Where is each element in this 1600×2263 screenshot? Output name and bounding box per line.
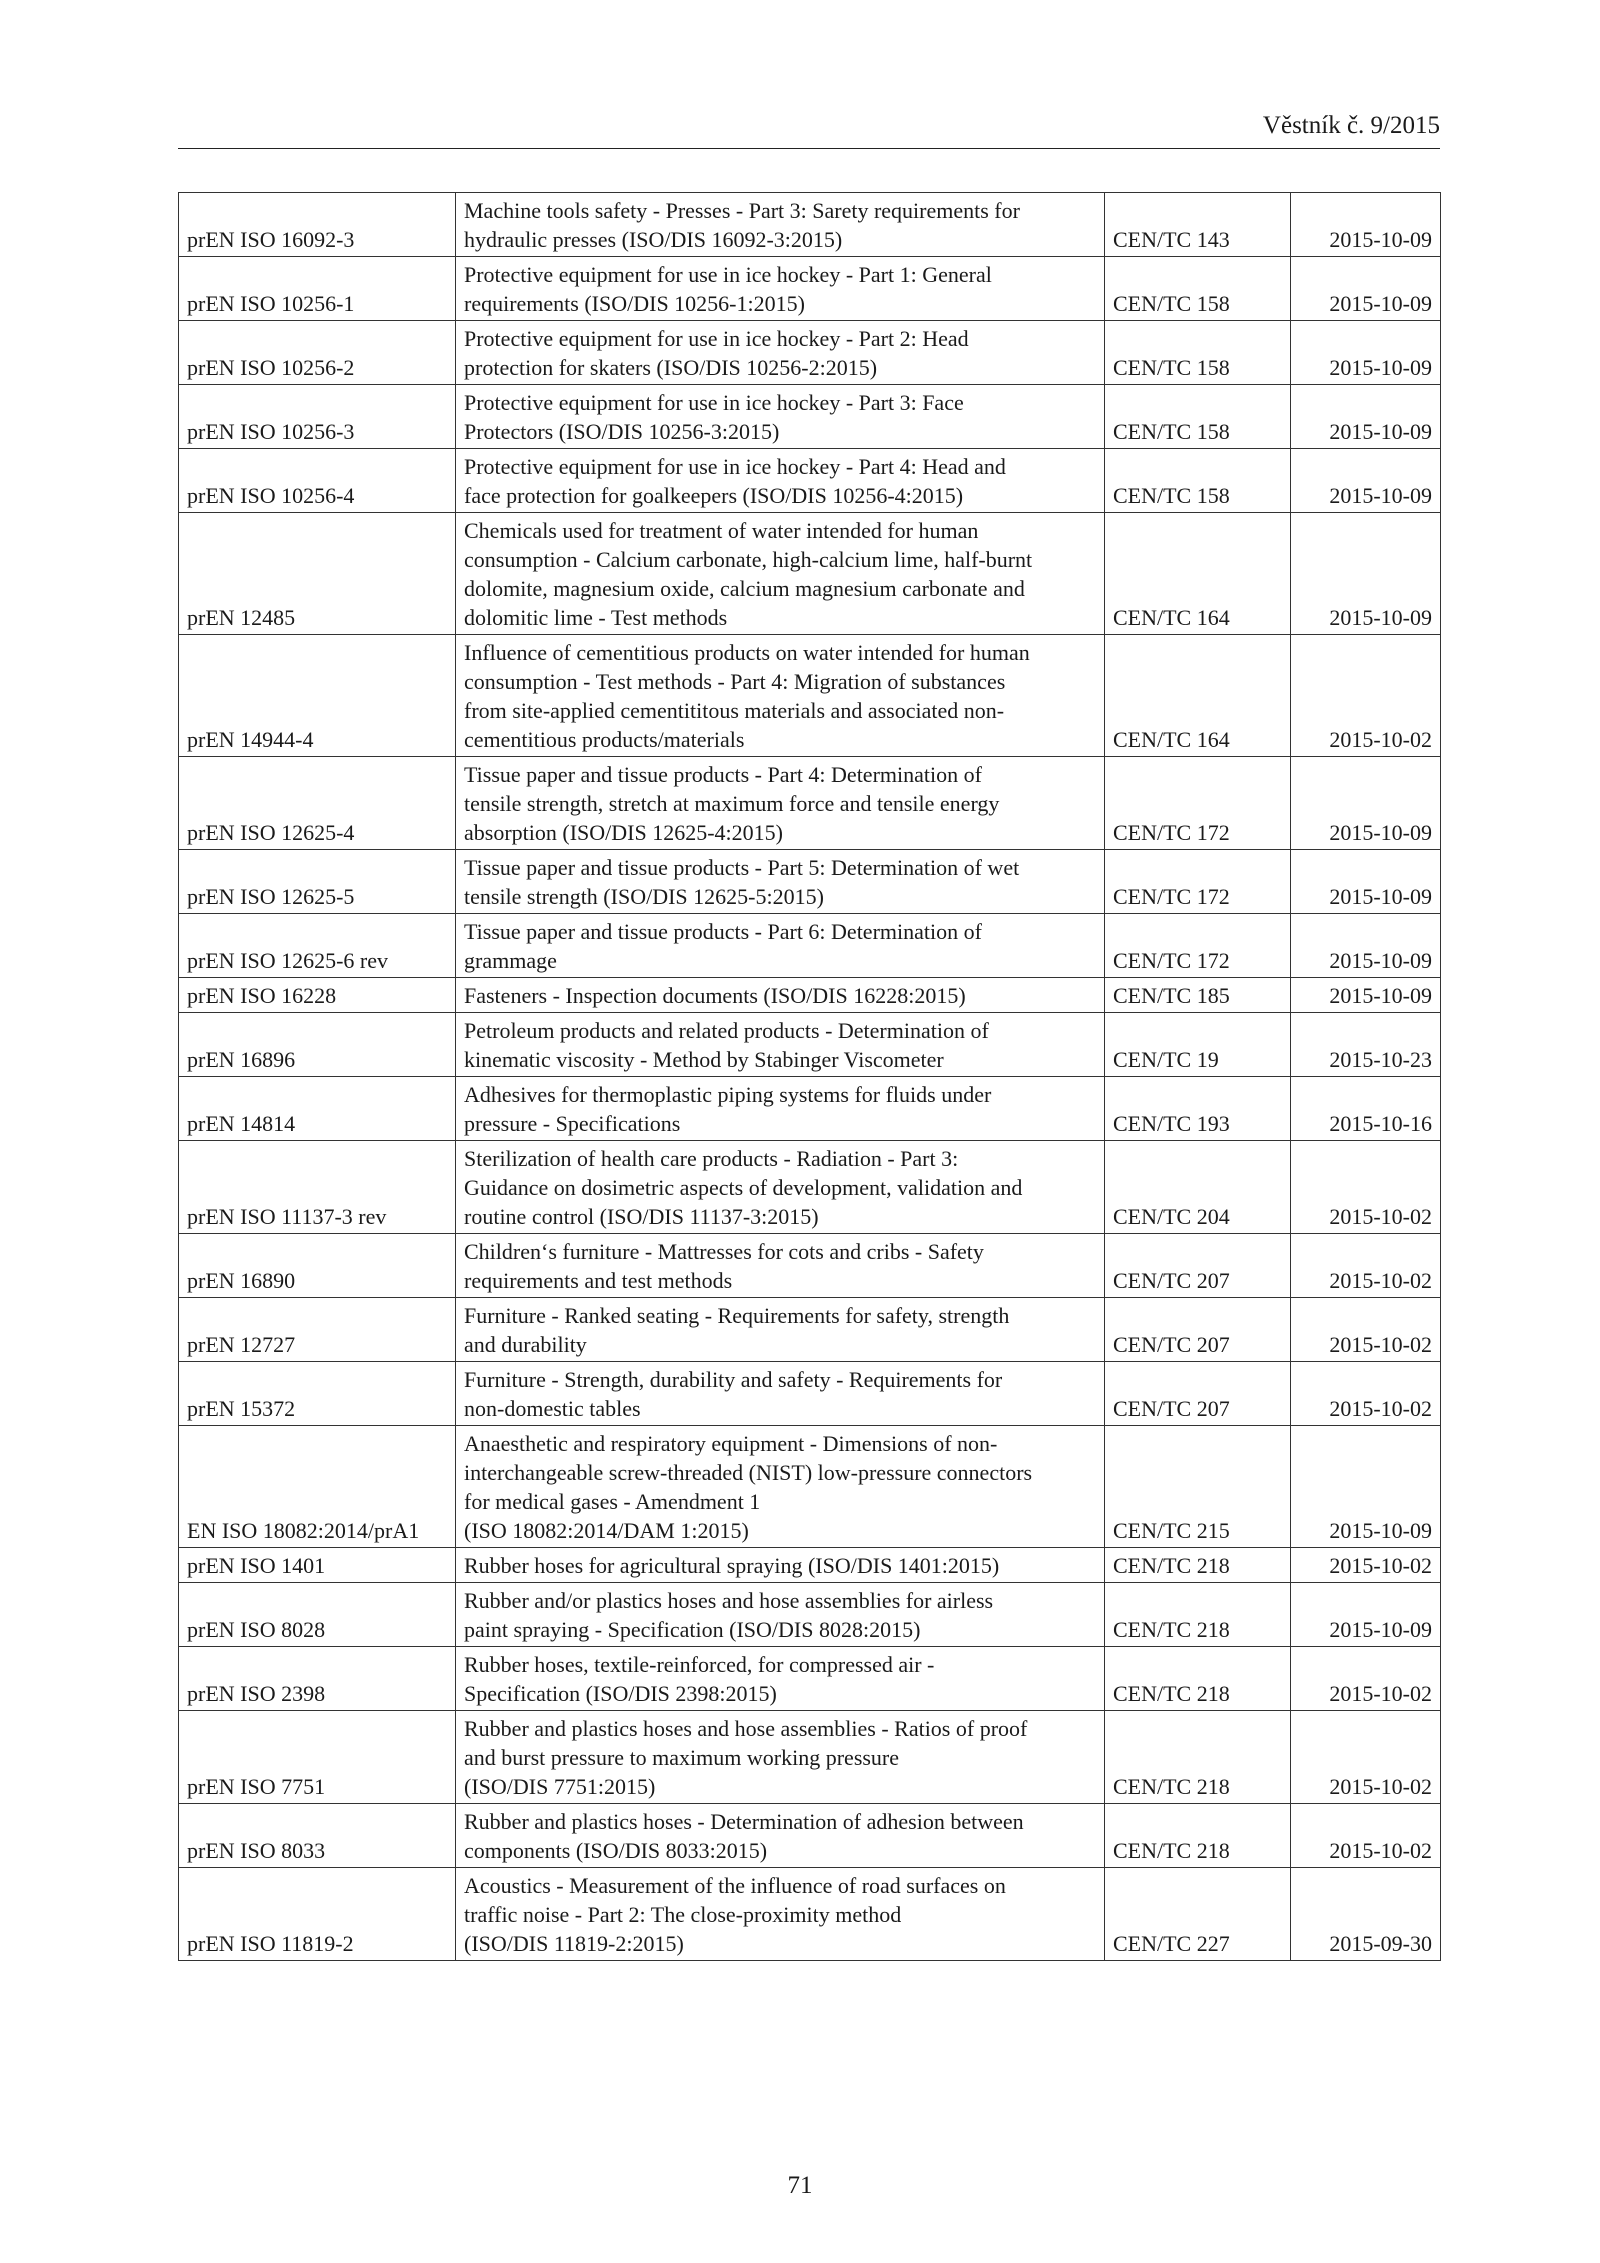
- deadline-date-cell: 2015-10-09: [1291, 321, 1441, 385]
- deadline-date-cell: 2015-10-02: [1291, 1804, 1441, 1868]
- deadline-date-cell: 2015-10-02: [1291, 1298, 1441, 1362]
- table-row: [179, 978, 1441, 1013]
- technical-committee-cell: CEN/TC 158: [1105, 385, 1291, 449]
- standard-title-cell: Adhesives for thermoplastic piping systems for fluids under pressure - Specifications: [456, 1077, 1105, 1141]
- standard-title-cell: Chemicals used for treatment of water intended for human consumption - Calcium carbonate, high-calcium lime, half-burnt dolomite, magnesium oxide, calcium magnesium carbonate and dolomitic lime - Test methods: [456, 513, 1105, 635]
- standard-title-cell: Sterilization of health care products - Radiation - Part 3: Guidance on dosimetric aspects of development, validation and routine control (ISO/DIS 11137-3:2015): [456, 1141, 1105, 1234]
- technical-committee-cell: CEN/TC 164: [1105, 635, 1291, 757]
- standard-code-cell: prEN ISO 11819-2: [179, 1868, 456, 1961]
- standard-title-cell: Protective equipment for use in ice hockey - Part 2: Head protection for skaters (ISO/DIS 10256-2:2015): [456, 321, 1105, 385]
- technical-committee-cell: CEN/TC 193: [1105, 1077, 1291, 1141]
- standard-title-cell: Protective equipment for use in ice hockey - Part 1: General requirements (ISO/DIS 10256-1:2015): [456, 257, 1105, 321]
- standard-code-cell: prEN ISO 12625-4: [179, 757, 456, 850]
- deadline-date-cell: 2015-10-02: [1291, 1234, 1441, 1298]
- deadline-date-cell: 2015-10-23: [1291, 1013, 1441, 1077]
- deadline-date-cell: 2015-10-02: [1291, 1711, 1441, 1804]
- table-row: [179, 513, 1441, 635]
- table-row: [179, 1234, 1441, 1298]
- deadline-date-cell: 2015-10-09: [1291, 449, 1441, 513]
- standard-code-cell: prEN ISO 11137-3 rev: [179, 1141, 456, 1234]
- technical-committee-cell: CEN/TC 158: [1105, 449, 1291, 513]
- deadline-date-cell: 2015-10-09: [1291, 757, 1441, 850]
- standard-title-cell: Protective equipment for use in ice hockey - Part 3: Face Protectors (ISO/DIS 10256-3:2015): [456, 385, 1105, 449]
- table-row: [179, 850, 1441, 914]
- standard-title-cell: Rubber hoses for agricultural spraying (ISO/DIS 1401:2015): [456, 1548, 1105, 1583]
- standard-code-cell: prEN ISO 8028: [179, 1583, 456, 1647]
- deadline-date-cell: 2015-10-09: [1291, 1426, 1441, 1548]
- deadline-date-cell: 2015-10-02: [1291, 1647, 1441, 1711]
- table-row: [179, 1548, 1441, 1583]
- standard-code-cell: prEN ISO 12625-5: [179, 850, 456, 914]
- technical-committee-cell: CEN/TC 227: [1105, 1868, 1291, 1961]
- standard-title-cell: Protective equipment for use in ice hockey - Part 4: Head and face protection for goalkeepers (ISO/DIS 10256-4:2015): [456, 449, 1105, 513]
- standard-code-cell: prEN ISO 12625-6 rev: [179, 914, 456, 978]
- deadline-date-cell: 2015-10-16: [1291, 1077, 1441, 1141]
- standard-title-cell: Anaesthetic and respiratory equipment - Dimensions of non- interchangeable screw-threaded (NIST) low-pressure connectors for medical gases - Amendment 1 (ISO 18082:2014/DAM 1:2015): [456, 1426, 1105, 1548]
- standard-code-cell: prEN ISO 1401: [179, 1548, 456, 1583]
- table-row: [179, 385, 1441, 449]
- standard-code-cell: prEN ISO 2398: [179, 1647, 456, 1711]
- standard-title-cell: Rubber and plastics hoses - Determination of adhesion between components (ISO/DIS 8033:2015): [456, 1804, 1105, 1868]
- standard-code-cell: prEN ISO 7751: [179, 1711, 456, 1804]
- table-row: [179, 757, 1441, 850]
- table-row: [179, 1583, 1441, 1647]
- deadline-date-cell: 2015-10-02: [1291, 635, 1441, 757]
- table-row: [179, 449, 1441, 513]
- standard-code-cell: prEN ISO 10256-2: [179, 321, 456, 385]
- technical-committee-cell: CEN/TC 218: [1105, 1583, 1291, 1647]
- technical-committee-cell: CEN/TC 207: [1105, 1362, 1291, 1426]
- technical-committee-cell: CEN/TC 164: [1105, 513, 1291, 635]
- standard-title-cell: Children‘s furniture - Mattresses for cots and cribs - Safety requirements and test methods: [456, 1234, 1105, 1298]
- table-row: [179, 1711, 1441, 1804]
- table-row: [179, 193, 1441, 257]
- standard-title-cell: Acoustics - Measurement of the influence of road surfaces on traffic noise - Part 2: The close-proximity method (ISO/DIS 11819-2:2015): [456, 1868, 1105, 1961]
- standard-code-cell: prEN ISO 10256-4: [179, 449, 456, 513]
- standard-code-cell: prEN 16890: [179, 1234, 456, 1298]
- table-row: [179, 914, 1441, 978]
- technical-committee-cell: CEN/TC 207: [1105, 1234, 1291, 1298]
- technical-committee-cell: CEN/TC 218: [1105, 1647, 1291, 1711]
- deadline-date-cell: 2015-10-09: [1291, 914, 1441, 978]
- standard-code-cell: prEN 14814: [179, 1077, 456, 1141]
- technical-committee-cell: CEN/TC 172: [1105, 757, 1291, 850]
- standard-code-cell: prEN ISO 10256-3: [179, 385, 456, 449]
- standard-title-cell: Machine tools safety - Presses - Part 3: Sarety requirements for hydraulic presses (ISO/DIS 16092-3:2015): [456, 193, 1105, 257]
- technical-committee-cell: CEN/TC 172: [1105, 850, 1291, 914]
- standards-table: [178, 192, 1441, 1961]
- table-row: [179, 1077, 1441, 1141]
- technical-committee-cell: CEN/TC 143: [1105, 193, 1291, 257]
- page-number: 71: [787, 2172, 813, 2199]
- table-row: [179, 1013, 1441, 1077]
- standards-table-body: [179, 193, 1441, 1961]
- technical-committee-cell: CEN/TC 19: [1105, 1013, 1291, 1077]
- standard-title-cell: Furniture - Ranked seating - Requirements for safety, strength and durability: [456, 1298, 1105, 1362]
- standard-title-cell: Tissue paper and tissue products - Part 4: Determination of tensile strength, stretch at maximum force and tensile energy absorption (ISO/DIS 12625-4:2015): [456, 757, 1105, 850]
- technical-committee-cell: CEN/TC 185: [1105, 978, 1291, 1013]
- deadline-date-cell: 2015-10-02: [1291, 1548, 1441, 1583]
- technical-committee-cell: CEN/TC 218: [1105, 1804, 1291, 1868]
- table-row: [179, 1647, 1441, 1711]
- standard-title-cell: Tissue paper and tissue products - Part 6: Determination of grammage: [456, 914, 1105, 978]
- standard-code-cell: prEN 12485: [179, 513, 456, 635]
- table-row: [179, 635, 1441, 757]
- deadline-date-cell: 2015-09-30: [1291, 1868, 1441, 1961]
- technical-committee-cell: CEN/TC 158: [1105, 257, 1291, 321]
- standard-title-cell: Rubber and/or plastics hoses and hose assemblies for airless paint spraying - Specification (ISO/DIS 8028:2015): [456, 1583, 1105, 1647]
- table-row: [179, 257, 1441, 321]
- table-row: [179, 1804, 1441, 1868]
- technical-committee-cell: CEN/TC 207: [1105, 1298, 1291, 1362]
- standard-code-cell: EN ISO 18082:2014/prA1: [179, 1426, 456, 1548]
- table-row: [179, 1868, 1441, 1961]
- table-row: [179, 1298, 1441, 1362]
- technical-committee-cell: CEN/TC 172: [1105, 914, 1291, 978]
- deadline-date-cell: 2015-10-09: [1291, 385, 1441, 449]
- standard-title-cell: Tissue paper and tissue products - Part 5: Determination of wet tensile strength (ISO/DIS 12625-5:2015): [456, 850, 1105, 914]
- technical-committee-cell: CEN/TC 218: [1105, 1548, 1291, 1583]
- technical-committee-cell: CEN/TC 204: [1105, 1141, 1291, 1234]
- standard-title-cell: Influence of cementitious products on water intended for human consumption - Test methods - Part 4: Migration of substances from site-applied cementititous materials and associated non- cementitious products/materials: [456, 635, 1105, 757]
- technical-committee-cell: CEN/TC 215: [1105, 1426, 1291, 1548]
- table-row: [179, 1141, 1441, 1234]
- standard-code-cell: prEN ISO 16092-3: [179, 193, 456, 257]
- deadline-date-cell: 2015-10-02: [1291, 1362, 1441, 1426]
- table-row: [179, 1362, 1441, 1426]
- standard-code-cell: prEN ISO 16228: [179, 978, 456, 1013]
- standard-code-cell: prEN 15372: [179, 1362, 456, 1426]
- standard-code-cell: prEN 12727: [179, 1298, 456, 1362]
- standard-code-cell: prEN 16896: [179, 1013, 456, 1077]
- deadline-date-cell: 2015-10-09: [1291, 257, 1441, 321]
- technical-committee-cell: CEN/TC 218: [1105, 1711, 1291, 1804]
- standard-title-cell: Rubber and plastics hoses and hose assemblies - Ratios of proof and burst pressure to maximum working pressure (ISO/DIS 7751:2015): [456, 1711, 1105, 1804]
- standard-code-cell: prEN 14944-4: [179, 635, 456, 757]
- standard-title-cell: Furniture - Strength, durability and safety - Requirements for non-domestic tables: [456, 1362, 1105, 1426]
- table-row: [179, 1426, 1441, 1548]
- standard-title-cell: Rubber hoses, textile-reinforced, for compressed air - Specification (ISO/DIS 2398:2015): [456, 1647, 1105, 1711]
- deadline-date-cell: 2015-10-02: [1291, 1141, 1441, 1234]
- deadline-date-cell: 2015-10-09: [1291, 850, 1441, 914]
- standard-title-cell: Fasteners - Inspection documents (ISO/DIS 16228:2015): [456, 978, 1105, 1013]
- page-header: Věstník č. 9/2015: [178, 112, 1440, 149]
- deadline-date-cell: 2015-10-09: [1291, 513, 1441, 635]
- deadline-date-cell: 2015-10-09: [1291, 193, 1441, 257]
- deadline-date-cell: 2015-10-09: [1291, 978, 1441, 1013]
- standard-code-cell: prEN ISO 10256-1: [179, 257, 456, 321]
- table-row: [179, 321, 1441, 385]
- standard-code-cell: prEN ISO 8033: [179, 1804, 456, 1868]
- deadline-date-cell: 2015-10-09: [1291, 1583, 1441, 1647]
- standard-title-cell: Petroleum products and related products - Determination of kinematic viscosity - Method by Stabinger Viscometer: [456, 1013, 1105, 1077]
- technical-committee-cell: CEN/TC 158: [1105, 321, 1291, 385]
